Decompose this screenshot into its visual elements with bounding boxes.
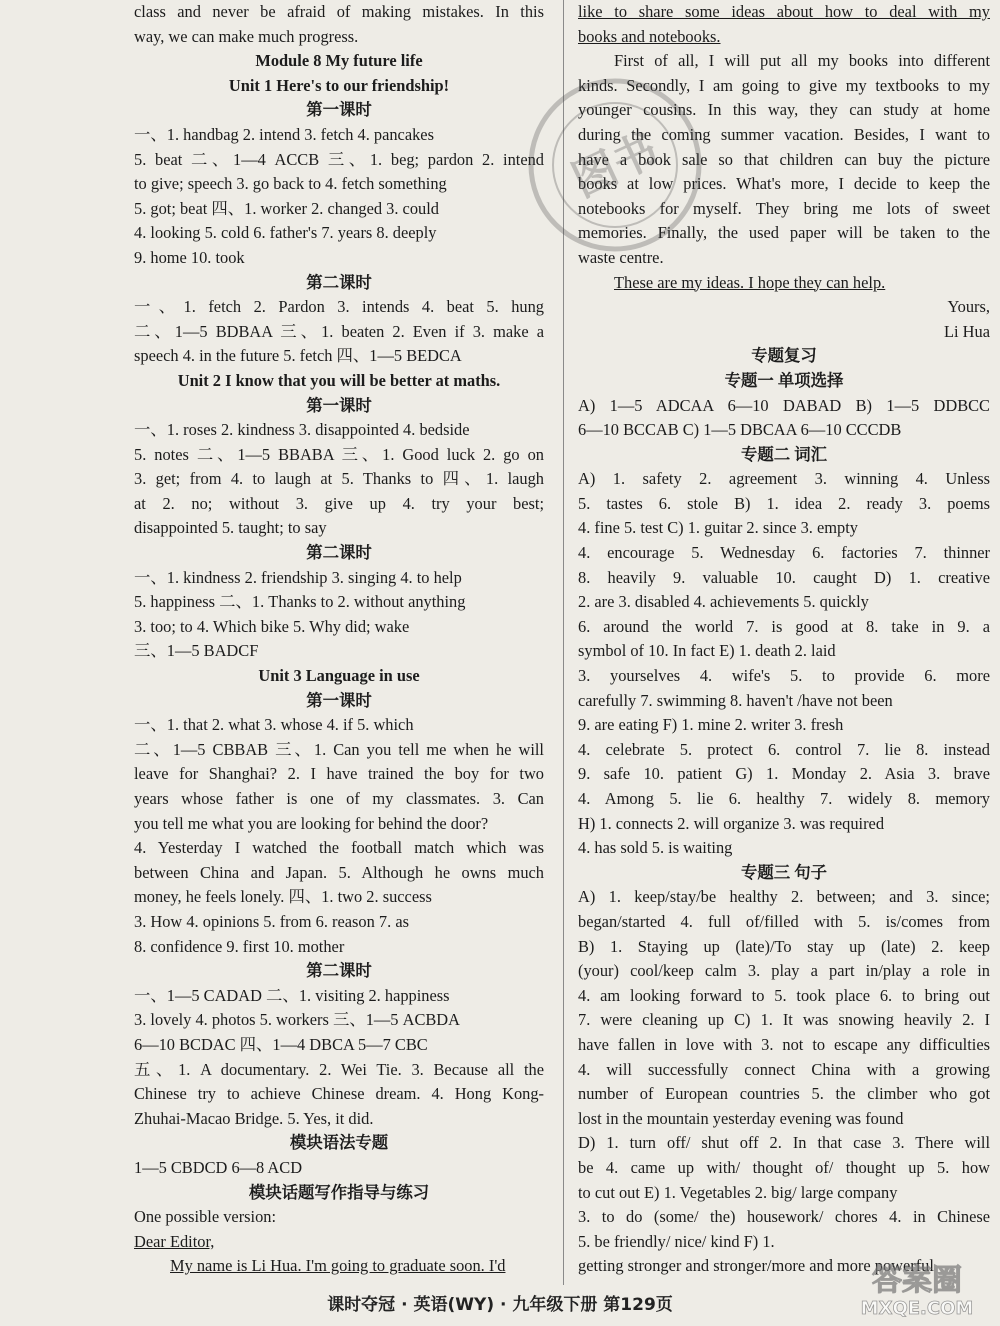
left-line: 三、1—5 BADCF — [134, 641, 259, 661]
right-line: (your) cool/keep calm 3. play a part in/play a role in — [578, 961, 990, 981]
left-line: 五、1. A documentary. 2. Wei Tie. 3. Because all the — [134, 1059, 544, 1079]
left-line: way, we can make much progress. — [134, 26, 359, 46]
left-line: disappointed 5. taught; to say — [134, 518, 327, 538]
right-line: began/started 4. full of/filled with 5. is/comes from — [578, 911, 990, 931]
svg-text:MXQE.COM: MXQE.COM — [860, 1298, 974, 1319]
right-line: 4. fine 5. test C) 1. guitar 2. since 3. empty — [578, 518, 858, 538]
left-line: 第二课时 — [306, 272, 372, 292]
left-line: 5. beat 二、1—4 ACCB 三、1. beg; pardon 2. intend — [134, 149, 544, 169]
left-line: at 2. no; without 3. give up 4. try your best; — [134, 493, 544, 513]
right-line: books and notebooks. — [578, 26, 721, 46]
left-line: 模块语法专题 — [289, 1133, 389, 1153]
column-divider — [563, 0, 564, 1285]
right-line: 6. around the world 7. is good at 8. take in 9. a — [578, 616, 990, 636]
right-line: 9. are eating F) 1. mine 2. writer 3. fresh — [578, 715, 844, 735]
right-line: 3. to do (some/ the) housework/ chores 4. in Chinese — [578, 1207, 990, 1227]
right-line: A) 1. safety 2. agreement 3. winning 4. Unless — [578, 469, 990, 489]
right-line: 专题二 词汇 — [740, 444, 828, 464]
right-line: 4. celebrate 5. protect 6. control 7. lie 8. instead — [578, 739, 990, 759]
left-line: Unit 2 I know that you will be better at maths. — [177, 370, 501, 390]
right-column — [578, 0, 990, 1279]
right-line: carefully 7. swimming 8. haven't /have not been — [578, 690, 893, 710]
left-line: class and never be afraid of making mistakes. In this — [134, 2, 544, 21]
right-line: 4. has sold 5. is waiting — [578, 838, 733, 858]
right-line: 9. safe 10. patient G) 1. Monday 2. Asia 3. brave — [578, 764, 990, 784]
left-line: 第二课时 — [306, 961, 372, 981]
right-line: These are my ideas. I hope they can help. — [614, 272, 886, 292]
left-line: One possible version: — [134, 1207, 277, 1227]
left-line: money, he feels lonely. 四、1. two 2. success — [134, 887, 432, 907]
left-line: 4. looking 5. cold 6. father's 7. years 8. deeply — [134, 223, 437, 243]
right-line: 专题一 单项选择 — [724, 370, 844, 390]
left-line: 1—5 CBDCD 6—8 ACD — [134, 1157, 303, 1177]
right-line: notebooks for myself. They bring me lots of sweet — [578, 198, 990, 218]
left-line: 第一课时 — [306, 100, 372, 120]
right-line: H) 1. connects 2. will organize 3. was required — [578, 813, 885, 833]
right-line: B) 1. Staying up (late)/To stay up (late) 2. keep — [578, 936, 990, 956]
left-line: 一、1. handbag 2. intend 3. fetch 4. pancakes — [134, 124, 434, 144]
left-line: 一、1. fetch 2. Pardon 3. intends 4. beat 5. hung — [134, 297, 544, 317]
left-line: 9. home 10. took — [134, 247, 245, 267]
right-line: 专题复习 — [751, 346, 817, 366]
svg-text:答案圈: 答案圈 — [872, 1263, 962, 1298]
left-line: 一、1—5 CADAD 二、1. visiting 2. happiness — [134, 985, 450, 1005]
page-footer: 课时夺冠 · 英语(WY) · 九年级下册 第129页 — [327, 1295, 673, 1315]
left-line: Chinese try to achieve Chinese dream. 4. Hong Kong- — [134, 1084, 544, 1104]
right-line: 4. will successfully connect China with a growing — [578, 1059, 990, 1079]
left-line: 3. get; from 4. to laugh at 5. Thanks to 四、1. laugh — [134, 469, 544, 489]
right-line: D) 1. turn off/ shut off 2. In that case 3. There will — [578, 1133, 990, 1153]
left-line: 3. lovely 4. photos 5. workers 三、1—5 ACBDA — [134, 1010, 460, 1030]
right-line: A) 1—5 ADCAA 6—10 DABAD B) 1—5 DDBCC — [578, 395, 990, 415]
left-line: My name is Li Hua. I'm going to graduate soon. I'd — [170, 1256, 506, 1276]
right-line: Yours, — [947, 297, 990, 317]
left-line: Module 8 My future life — [255, 51, 423, 71]
left-line: 一、1. that 2. what 3. whose 4. if 5. which — [134, 715, 414, 735]
left-line: 第一课时 — [306, 395, 372, 415]
right-line: books at low prices. What's more, I decide to keep the — [578, 174, 990, 194]
left-line: between China and Japan. 5. Although he owns much — [134, 862, 544, 882]
left-line: 5. happiness 二、1. Thanks to 2. without anything — [134, 592, 466, 612]
right-line: kinds. Secondly, I am going to give my textbooks to my — [578, 75, 990, 95]
right-line: have fallen in love with 3. not to escape any difficulties — [578, 1034, 990, 1054]
right-line: First of all, I will put all my books into different — [614, 51, 990, 71]
right-line: during the coming summer vacation. Besides, I want to — [578, 124, 990, 144]
right-line: 4. am looking forward to 5. took place 6. to bring out — [578, 985, 990, 1005]
left-line: you tell me what you are looking for behind the door? — [134, 813, 489, 833]
left-line: Unit 1 Here's to our friendship! — [228, 75, 450, 95]
left-line: 一、1. kindness 2. friendship 3. singing 4. to help — [134, 567, 462, 587]
right-line: be 4. came up with/ thought of/ thought up 5. how — [578, 1157, 990, 1177]
left-line: 5. got; beat 四、1. worker 2. changed 3. could — [134, 198, 439, 218]
left-line: 3. too; to 4. Which bike 5. Why did; wake — [134, 616, 410, 636]
right-line: 5. tastes 6. stole B) 1. idea 2. ready 3. poems — [578, 493, 990, 513]
right-line: 5. be friendly/ nice/ kind F) 1. — [578, 1231, 775, 1251]
right-line: 专题三 句子 — [740, 862, 828, 882]
right-line: 2. are 3. disabled 4. achievements 5. quickly — [578, 592, 869, 612]
right-line: Li Hua — [944, 321, 990, 341]
right-line: getting stronger and stronger/more and more powerful — [578, 1256, 934, 1276]
left-line: Zhuhai-Macao Bridge. 5. Yes, it did. — [134, 1108, 374, 1128]
right-line: symbol of 10. In fact E) 1. death 2. laid — [578, 641, 836, 661]
left-line: 5. notes 二、1—5 BBABA 三、1. Good luck 2. go on — [134, 444, 544, 464]
left-line: 第一课时 — [306, 690, 372, 710]
right-line: lost in the mountain yesterday evening was found — [578, 1108, 904, 1128]
left-line: Unit 3 Language in use — [258, 666, 420, 686]
right-line: younger cousins. In this way, they can study at home — [578, 100, 990, 120]
right-line: 3. yourselves 4. wife's 5. to provide 6. more — [578, 666, 990, 686]
right-line: to cut out E) 1. Vegetables 2. big/ large company — [578, 1182, 898, 1202]
right-line: 8. heavily 9. valuable 10. caught D) 1. creative — [578, 567, 990, 587]
right-line: memories. Finally, the used paper will be taken to the — [578, 223, 990, 243]
right-line: number of European countries 5. the climber who got — [578, 1084, 990, 1104]
right-line: have a book sale so that children can buy the picture — [578, 149, 990, 169]
right-line: A) 1. keep/stay/be healthy 2. between; and 3. since; — [578, 887, 990, 907]
left-line: 二、1—5 BDBAA 三、1. beaten 2. Even if 3. make a — [134, 321, 544, 341]
left-line: 模块话题写作指导与练习 — [248, 1182, 430, 1202]
left-line: 一、1. roses 2. kindness 3. disappointed 4. bedside — [134, 420, 470, 440]
left-line: Dear Editor, — [134, 1231, 215, 1251]
left-line: 3. How 4. opinions 5. from 6. reason 7. as — [134, 911, 409, 931]
left-line: years whose father is one of my classmates. 3. Can — [134, 789, 544, 808]
svg-text:图书: 图书 — [564, 123, 666, 208]
left-line: to give; speech 3. go back to 4. fetch something — [134, 174, 447, 194]
left-column — [134, 0, 544, 1279]
left-line: speech 4. in the future 5. fetch 四、1—5 BEDCA — [134, 346, 462, 366]
left-line: leave for Shanghai? 2. I have trained the boy for two — [134, 764, 544, 784]
right-line: like to share some ideas about how to deal with my — [578, 2, 990, 21]
right-line: 7. were cleaning up C) 1. It was snowing heavily 2. I — [578, 1010, 990, 1030]
left-line: 4. Yesterday I watched the football match which was — [134, 838, 544, 858]
right-line: waste centre. — [578, 247, 664, 267]
left-line: 8. confidence 9. first 10. mother — [134, 936, 345, 956]
right-line: 4. Among 5. lie 6. healthy 7. widely 8. memory — [578, 789, 990, 808]
left-line: 第二课时 — [306, 543, 372, 563]
right-line: 4. encourage 5. Wednesday 6. factories 7. thinner — [578, 543, 990, 563]
right-line: 6—10 BCCAB C) 1—5 DBCAA 6—10 CCCDB — [578, 420, 902, 440]
left-line: 二、1—5 CBBAB 三、1. Can you tell me when he will — [134, 739, 544, 759]
left-line: 6—10 BCDAC 四、1—4 DBCA 5—7 CBC — [134, 1034, 428, 1054]
